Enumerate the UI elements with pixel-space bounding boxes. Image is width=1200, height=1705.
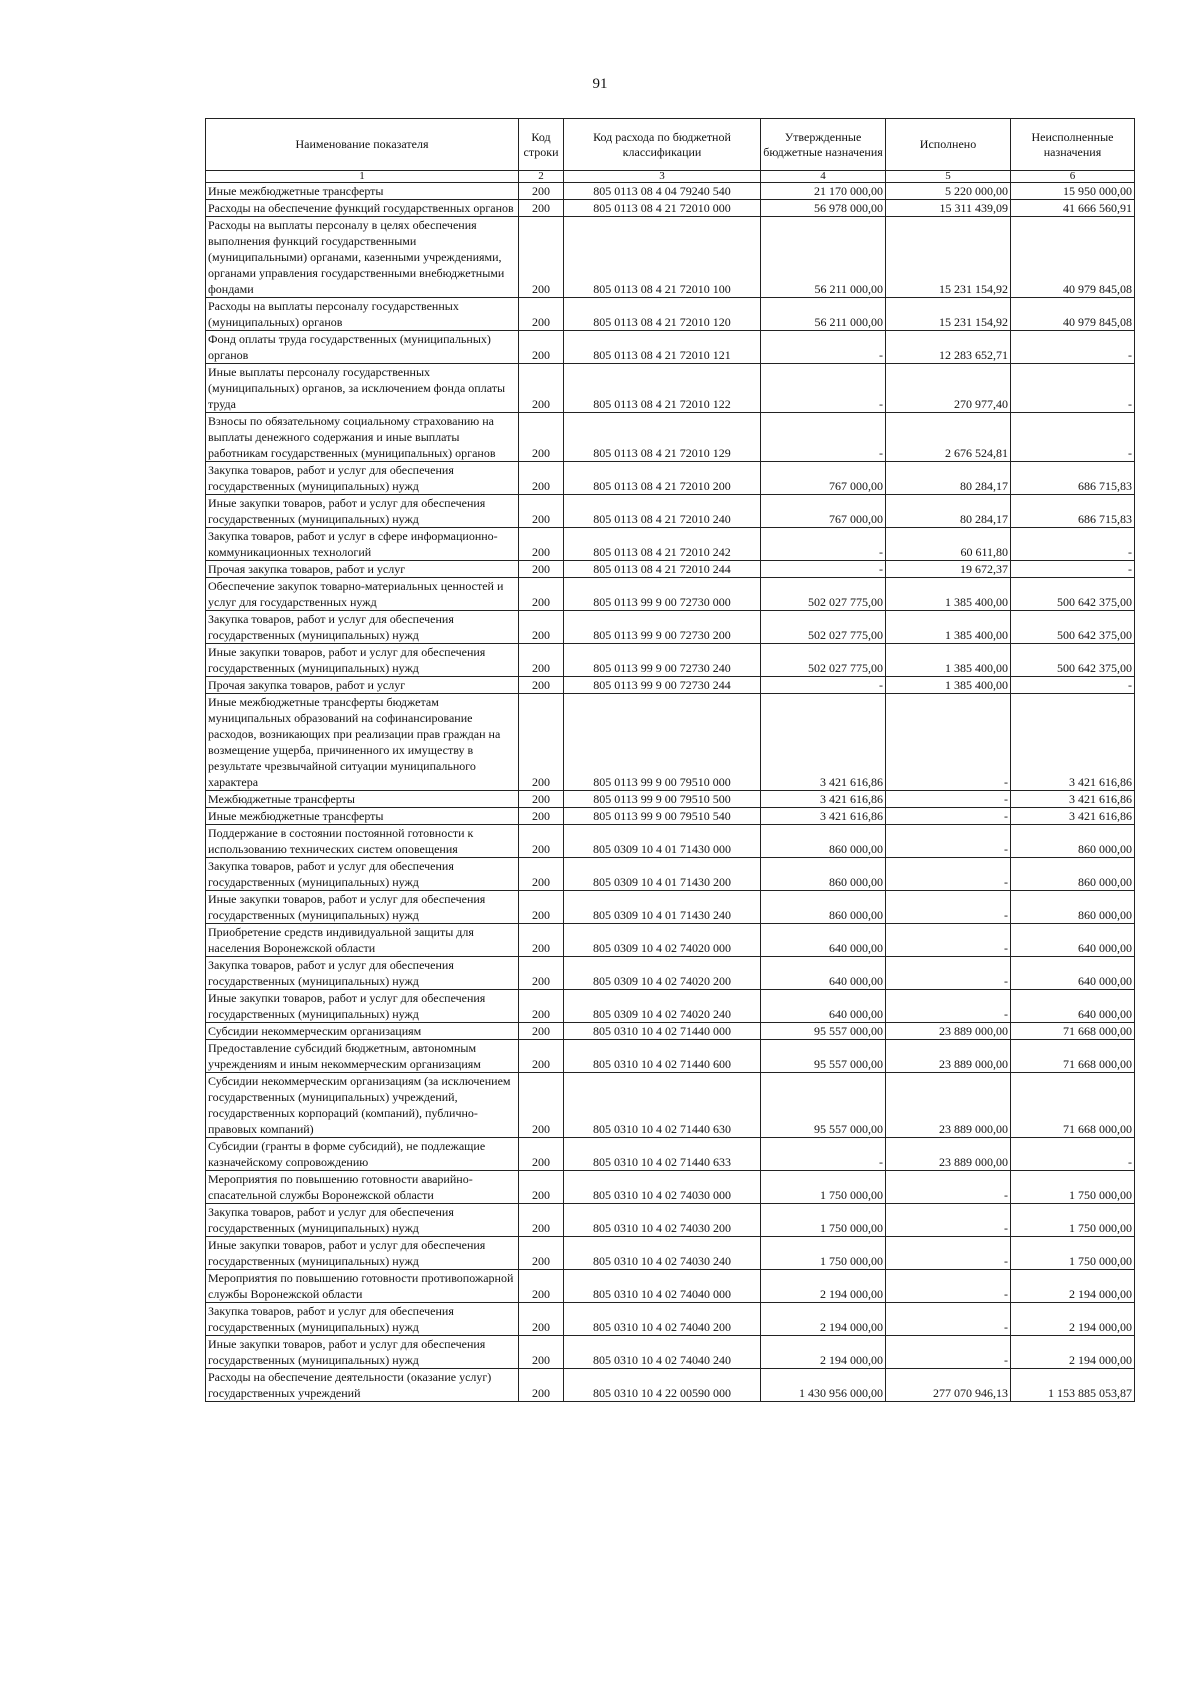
row-indicator-name: Иные закупки товаров, работ и услуг для обеспечения государственных (муниципальных) нужд [206, 891, 519, 924]
row-expense-code: 805 0113 99 9 00 79510 540 [564, 808, 761, 825]
row-line-code: 200 [519, 495, 564, 528]
row-expense-code: 805 0113 99 9 00 72730 240 [564, 644, 761, 677]
row-expense-code: 805 0113 08 4 21 72010 120 [564, 298, 761, 331]
row-unexecuted-amount: 500 642 375,00 [1011, 578, 1135, 611]
table-row [206, 1073, 1135, 1138]
row-executed-amount: 80 284,17 [886, 462, 1011, 495]
row-line-code: 200 [519, 924, 564, 957]
row-approved-amount: 3 421 616,86 [761, 808, 886, 825]
row-approved-amount: 502 027 775,00 [761, 611, 886, 644]
row-expense-code: 805 0309 10 4 02 74020 240 [564, 990, 761, 1023]
row-unexecuted-amount: 686 715,83 [1011, 462, 1135, 495]
row-unexecuted-amount: 2 194 000,00 [1011, 1336, 1135, 1369]
row-indicator-name: Фонд оплаты труда государственных (муниципальных) органов [206, 331, 519, 364]
row-indicator-name: Иные межбюджетные трансферты бюджетам муниципальных образований на софинансирование расходов, возникающих при реализации прав граждан на возмещение ущерба, причиненного их имуществу в результате чрезвычайной ситуации муниципального характера [206, 694, 519, 791]
row-approved-amount: - [761, 1138, 886, 1171]
table-row [206, 578, 1135, 611]
row-line-code: 200 [519, 1237, 564, 1270]
table-row [206, 1270, 1135, 1303]
row-line-code: 200 [519, 1270, 564, 1303]
row-unexecuted-amount: 860 000,00 [1011, 891, 1135, 924]
row-expense-code: 805 0309 10 4 01 71430 000 [564, 825, 761, 858]
row-indicator-name: Иные выплаты персоналу государственных (муниципальных) органов, за исключением фонда оплаты труда [206, 364, 519, 413]
row-line-code: 200 [519, 694, 564, 791]
row-line-code: 200 [519, 462, 564, 495]
row-approved-amount: 1 750 000,00 [761, 1204, 886, 1237]
table-row [206, 808, 1135, 825]
row-executed-amount: 23 889 000,00 [886, 1040, 1011, 1073]
row-unexecuted-amount: 41 666 560,91 [1011, 200, 1135, 217]
row-expense-code: 805 0310 10 4 02 74040 000 [564, 1270, 761, 1303]
row-indicator-name: Закупка товаров, работ и услуг для обеспечения государственных (муниципальных) нужд [206, 957, 519, 990]
row-line-code: 200 [519, 298, 564, 331]
row-executed-amount: - [886, 1237, 1011, 1270]
row-unexecuted-amount: 71 668 000,00 [1011, 1073, 1135, 1138]
row-executed-amount: 60 611,80 [886, 528, 1011, 561]
table-row [206, 1369, 1135, 1402]
row-line-code: 200 [519, 808, 564, 825]
row-expense-code: 805 0113 99 9 00 72730 000 [564, 578, 761, 611]
row-line-code: 200 [519, 1171, 564, 1204]
row-unexecuted-amount: 640 000,00 [1011, 957, 1135, 990]
row-expense-code: 805 0309 10 4 01 71430 200 [564, 858, 761, 891]
row-expense-code: 805 0113 08 4 21 72010 122 [564, 364, 761, 413]
row-indicator-name: Иные межбюджетные трансферты [206, 183, 519, 200]
row-approved-amount: 640 000,00 [761, 990, 886, 1023]
row-approved-amount: 2 194 000,00 [761, 1336, 886, 1369]
header-expense-code: Код расхода по бюджетной классификации [564, 119, 761, 171]
row-line-code: 200 [519, 677, 564, 694]
row-indicator-name: Расходы на выплаты персоналу в целях обеспечения выполнения функций государственными (муниципальными) органами, казенными учреждениями, органами управления государственными внебюджетными фондами [206, 217, 519, 298]
table-row [206, 528, 1135, 561]
row-expense-code: 805 0310 10 4 02 74030 200 [564, 1204, 761, 1237]
row-unexecuted-amount: 2 194 000,00 [1011, 1270, 1135, 1303]
row-indicator-name: Приобретение средств индивидуальной защиты для населения Воронежской области [206, 924, 519, 957]
row-approved-amount: - [761, 331, 886, 364]
table-row [206, 791, 1135, 808]
row-unexecuted-amount: - [1011, 561, 1135, 578]
table-row [206, 183, 1135, 200]
row-line-code: 200 [519, 217, 564, 298]
row-unexecuted-amount: 860 000,00 [1011, 825, 1135, 858]
row-line-code: 200 [519, 791, 564, 808]
table-row [206, 957, 1135, 990]
row-expense-code: 805 0113 08 4 21 72010 129 [564, 413, 761, 462]
row-indicator-name: Иные межбюджетные трансферты [206, 808, 519, 825]
row-indicator-name: Расходы на выплаты персоналу государственных (муниципальных) органов [206, 298, 519, 331]
row-line-code: 200 [519, 1073, 564, 1138]
table-row [206, 644, 1135, 677]
row-executed-amount: 23 889 000,00 [886, 1073, 1011, 1138]
table-row [206, 825, 1135, 858]
row-unexecuted-amount: 71 668 000,00 [1011, 1023, 1135, 1040]
row-executed-amount: 19 672,37 [886, 561, 1011, 578]
table-row [206, 990, 1135, 1023]
row-approved-amount: 860 000,00 [761, 891, 886, 924]
row-executed-amount: 80 284,17 [886, 495, 1011, 528]
row-approved-amount: 2 194 000,00 [761, 1270, 886, 1303]
row-line-code: 200 [519, 1303, 564, 1336]
row-executed-amount: - [886, 1270, 1011, 1303]
table-row [206, 1040, 1135, 1073]
table-header-row [206, 119, 1135, 171]
row-executed-amount: 23 889 000,00 [886, 1023, 1011, 1040]
row-executed-amount: 270 977,40 [886, 364, 1011, 413]
row-unexecuted-amount: 500 642 375,00 [1011, 644, 1135, 677]
row-line-code: 200 [519, 990, 564, 1023]
row-expense-code: 805 0309 10 4 02 74020 000 [564, 924, 761, 957]
row-approved-amount: 95 557 000,00 [761, 1073, 886, 1138]
row-line-code: 200 [519, 413, 564, 462]
row-expense-code: 805 0310 10 4 22 00590 000 [564, 1369, 761, 1402]
row-executed-amount: 15 311 439,09 [886, 200, 1011, 217]
table-row [206, 1237, 1135, 1270]
row-approved-amount: 767 000,00 [761, 495, 886, 528]
row-executed-amount: - [886, 1171, 1011, 1204]
row-line-code: 200 [519, 183, 564, 200]
row-executed-amount: 1 385 400,00 [886, 677, 1011, 694]
table-row [206, 413, 1135, 462]
row-executed-amount: 1 385 400,00 [886, 611, 1011, 644]
row-unexecuted-amount: 1 750 000,00 [1011, 1237, 1135, 1270]
row-line-code: 200 [519, 1023, 564, 1040]
row-expense-code: 805 0310 10 4 02 71440 630 [564, 1073, 761, 1138]
column-number: 1 [206, 171, 519, 183]
row-approved-amount: 3 421 616,86 [761, 694, 886, 791]
column-number: 3 [564, 171, 761, 183]
row-line-code: 200 [519, 611, 564, 644]
row-indicator-name: Закупка товаров, работ и услуг в сфере информационно-коммуникационных технологий [206, 528, 519, 561]
row-indicator-name: Обеспечение закупок товарно-материальных ценностей и услуг для государственных нужд [206, 578, 519, 611]
row-indicator-name: Расходы на обеспечение деятельности (оказание услуг) государственных учреждений [206, 1369, 519, 1402]
row-unexecuted-amount: - [1011, 331, 1135, 364]
row-approved-amount: 1 430 956 000,00 [761, 1369, 886, 1402]
row-approved-amount: 2 194 000,00 [761, 1303, 886, 1336]
row-unexecuted-amount: 71 668 000,00 [1011, 1040, 1135, 1073]
table-row [206, 694, 1135, 791]
table-row [206, 298, 1135, 331]
row-indicator-name: Субсидии некоммерческим организациям (за исключением государственных (муниципальных) учреждений, государственных корпораций (компаний), публично-правовых компаний) [206, 1073, 519, 1138]
row-executed-amount: 15 231 154,92 [886, 217, 1011, 298]
row-expense-code: 805 0113 08 4 21 72010 100 [564, 217, 761, 298]
header-indicator-name: Наименование показателя [206, 119, 519, 171]
row-line-code: 200 [519, 957, 564, 990]
row-approved-amount: 95 557 000,00 [761, 1040, 886, 1073]
row-line-code: 200 [519, 561, 564, 578]
row-expense-code: 805 0310 10 4 02 74030 000 [564, 1171, 761, 1204]
row-indicator-name: Иные закупки товаров, работ и услуг для обеспечения государственных (муниципальных) нужд [206, 1237, 519, 1270]
row-executed-amount: - [886, 694, 1011, 791]
table-row [206, 561, 1135, 578]
row-expense-code: 805 0113 08 4 04 79240 540 [564, 183, 761, 200]
row-unexecuted-amount: - [1011, 677, 1135, 694]
row-unexecuted-amount: 1 750 000,00 [1011, 1204, 1135, 1237]
row-approved-amount: 3 421 616,86 [761, 791, 886, 808]
row-expense-code: 805 0113 99 9 00 79510 500 [564, 791, 761, 808]
row-indicator-name: Взносы по обязательному социальному страхованию на выплаты денежного содержания и иные выплаты работникам государственных (муниципальных) органов [206, 413, 519, 462]
row-executed-amount: 15 231 154,92 [886, 298, 1011, 331]
row-line-code: 200 [519, 1040, 564, 1073]
column-number-row [206, 171, 1135, 183]
row-executed-amount: - [886, 891, 1011, 924]
row-line-code: 200 [519, 1336, 564, 1369]
row-approved-amount: - [761, 364, 886, 413]
row-line-code: 200 [519, 331, 564, 364]
row-line-code: 200 [519, 825, 564, 858]
row-executed-amount: - [886, 825, 1011, 858]
row-approved-amount: 1 750 000,00 [761, 1171, 886, 1204]
column-number: 6 [1011, 171, 1135, 183]
row-executed-amount: - [886, 1336, 1011, 1369]
row-unexecuted-amount: 15 950 000,00 [1011, 183, 1135, 200]
row-approved-amount: 502 027 775,00 [761, 578, 886, 611]
row-executed-amount: - [886, 1303, 1011, 1336]
row-indicator-name: Закупка товаров, работ и услуг для обеспечения государственных (муниципальных) нужд [206, 858, 519, 891]
row-line-code: 200 [519, 1138, 564, 1171]
row-indicator-name: Закупка товаров, работ и услуг для обеспечения государственных (муниципальных) нужд [206, 611, 519, 644]
table-row [206, 1204, 1135, 1237]
table-row [206, 495, 1135, 528]
row-approved-amount: 1 750 000,00 [761, 1237, 886, 1270]
row-unexecuted-amount: 40 979 845,08 [1011, 298, 1135, 331]
row-indicator-name: Субсидии некоммерческим организациям [206, 1023, 519, 1040]
row-approved-amount: 767 000,00 [761, 462, 886, 495]
table-row [206, 331, 1135, 364]
row-indicator-name: Мероприятия по повышению готовности противопожарной службы Воронежской области [206, 1270, 519, 1303]
row-line-code: 200 [519, 200, 564, 217]
row-approved-amount: - [761, 528, 886, 561]
row-executed-amount: - [886, 924, 1011, 957]
row-executed-amount: 5 220 000,00 [886, 183, 1011, 200]
table-row [206, 364, 1135, 413]
row-expense-code: 805 0113 99 9 00 72730 244 [564, 677, 761, 694]
table-row [206, 1336, 1135, 1369]
row-unexecuted-amount: - [1011, 528, 1135, 561]
row-expense-code: 805 0113 08 4 21 72010 242 [564, 528, 761, 561]
row-expense-code: 805 0309 10 4 01 71430 240 [564, 891, 761, 924]
row-executed-amount: - [886, 808, 1011, 825]
row-executed-amount: 23 889 000,00 [886, 1138, 1011, 1171]
row-expense-code: 805 0310 10 4 02 74030 240 [564, 1237, 761, 1270]
row-unexecuted-amount: 2 194 000,00 [1011, 1303, 1135, 1336]
row-unexecuted-amount: 40 979 845,08 [1011, 217, 1135, 298]
row-unexecuted-amount: 1 153 885 053,87 [1011, 1369, 1135, 1402]
row-approved-amount: 21 170 000,00 [761, 183, 886, 200]
row-unexecuted-amount: 3 421 616,86 [1011, 694, 1135, 791]
row-indicator-name: Закупка товаров, работ и услуг для обеспечения государственных (муниципальных) нужд [206, 1204, 519, 1237]
row-approved-amount: 640 000,00 [761, 924, 886, 957]
row-expense-code: 805 0113 08 4 21 72010 244 [564, 561, 761, 578]
row-approved-amount: 860 000,00 [761, 825, 886, 858]
row-executed-amount: - [886, 990, 1011, 1023]
row-executed-amount: 1 385 400,00 [886, 578, 1011, 611]
table-row [206, 200, 1135, 217]
row-indicator-name: Расходы на обеспечение функций государственных органов [206, 200, 519, 217]
table-row [206, 677, 1135, 694]
table-row [206, 611, 1135, 644]
header-approved: Утвержденные бюджетные назначения [761, 119, 886, 171]
row-expense-code: 805 0113 99 9 00 79510 000 [564, 694, 761, 791]
row-unexecuted-amount: - [1011, 364, 1135, 413]
row-expense-code: 805 0310 10 4 02 71440 000 [564, 1023, 761, 1040]
row-unexecuted-amount: 686 715,83 [1011, 495, 1135, 528]
row-unexecuted-amount: 3 421 616,86 [1011, 808, 1135, 825]
row-approved-amount: 860 000,00 [761, 858, 886, 891]
column-number: 4 [761, 171, 886, 183]
row-unexecuted-amount: 3 421 616,86 [1011, 791, 1135, 808]
table-row [206, 1303, 1135, 1336]
row-line-code: 200 [519, 858, 564, 891]
row-line-code: 200 [519, 1369, 564, 1402]
row-indicator-name: Закупка товаров, работ и услуг для обеспечения государственных (муниципальных) нужд [206, 1303, 519, 1336]
table-row [206, 1023, 1135, 1040]
row-expense-code: 805 0310 10 4 02 74040 240 [564, 1336, 761, 1369]
row-expense-code: 805 0113 08 4 21 72010 240 [564, 495, 761, 528]
row-executed-amount: 2 676 524,81 [886, 413, 1011, 462]
row-unexecuted-amount: - [1011, 1138, 1135, 1171]
table-row [206, 217, 1135, 298]
row-executed-amount: 1 385 400,00 [886, 644, 1011, 677]
header-unexecuted: Неисполненные назначения [1011, 119, 1135, 171]
row-approved-amount: 95 557 000,00 [761, 1023, 886, 1040]
row-line-code: 200 [519, 1204, 564, 1237]
row-unexecuted-amount: 860 000,00 [1011, 858, 1135, 891]
row-indicator-name: Предоставление субсидий бюджетным, автономным учреждениям и иным некоммерческим организациям [206, 1040, 519, 1073]
row-approved-amount: 502 027 775,00 [761, 644, 886, 677]
row-expense-code: 805 0310 10 4 02 74040 200 [564, 1303, 761, 1336]
row-unexecuted-amount: 640 000,00 [1011, 924, 1135, 957]
table-row [206, 1138, 1135, 1171]
row-indicator-name: Субсидии (гранты в форме субсидий), не подлежащие казначейскому сопровождению [206, 1138, 519, 1171]
row-expense-code: 805 0310 10 4 02 71440 600 [564, 1040, 761, 1073]
row-expense-code: 805 0113 08 4 21 72010 121 [564, 331, 761, 364]
row-expense-code: 805 0310 10 4 02 71440 633 [564, 1138, 761, 1171]
column-number: 5 [886, 171, 1011, 183]
row-approved-amount: - [761, 677, 886, 694]
table-row [206, 858, 1135, 891]
row-indicator-name: Поддержание в состоянии постоянной готовности к использованию технических систем оповещения [206, 825, 519, 858]
row-indicator-name: Прочая закупка товаров, работ и услуг [206, 677, 519, 694]
row-line-code: 200 [519, 528, 564, 561]
header-line-code: Код строки [519, 119, 564, 171]
row-indicator-name: Закупка товаров, работ и услуг для обеспечения государственных (муниципальных) нужд [206, 462, 519, 495]
column-number: 2 [519, 171, 564, 183]
table-row [206, 924, 1135, 957]
row-indicator-name: Иные закупки товаров, работ и услуг для обеспечения государственных (муниципальных) нужд [206, 1336, 519, 1369]
row-executed-amount: - [886, 791, 1011, 808]
row-line-code: 200 [519, 364, 564, 413]
row-indicator-name: Мероприятия по повышению готовности аварийно-спасательной службы Воронежской области [206, 1171, 519, 1204]
row-executed-amount: 277 070 946,13 [886, 1369, 1011, 1402]
table-row [206, 891, 1135, 924]
row-unexecuted-amount: 640 000,00 [1011, 990, 1135, 1023]
table-row [206, 462, 1135, 495]
row-line-code: 200 [519, 891, 564, 924]
budget-execution-table [205, 118, 1135, 1402]
row-approved-amount: 640 000,00 [761, 957, 886, 990]
row-executed-amount: - [886, 1204, 1011, 1237]
row-expense-code: 805 0113 99 9 00 72730 200 [564, 611, 761, 644]
row-indicator-name: Иные закупки товаров, работ и услуг для обеспечения государственных (муниципальных) нужд [206, 495, 519, 528]
row-expense-code: 805 0309 10 4 02 74020 200 [564, 957, 761, 990]
row-executed-amount: - [886, 957, 1011, 990]
row-unexecuted-amount: - [1011, 413, 1135, 462]
row-approved-amount: 56 978 000,00 [761, 200, 886, 217]
row-expense-code: 805 0113 08 4 21 72010 000 [564, 200, 761, 217]
page-number: 91 [592, 76, 608, 92]
header-executed: Исполнено [886, 119, 1011, 171]
row-indicator-name: Иные закупки товаров, работ и услуг для обеспечения государственных (муниципальных) нужд [206, 990, 519, 1023]
table-body [206, 183, 1135, 1402]
row-line-code: 200 [519, 644, 564, 677]
table-row [206, 1171, 1135, 1204]
row-indicator-name: Межбюджетные трансферты [206, 791, 519, 808]
row-executed-amount: - [886, 858, 1011, 891]
row-indicator-name: Иные закупки товаров, работ и услуг для обеспечения государственных (муниципальных) нужд [206, 644, 519, 677]
row-approved-amount: - [761, 561, 886, 578]
row-executed-amount: 12 283 652,71 [886, 331, 1011, 364]
row-expense-code: 805 0113 08 4 21 72010 200 [564, 462, 761, 495]
row-indicator-name: Прочая закупка товаров, работ и услуг [206, 561, 519, 578]
row-unexecuted-amount: 1 750 000,00 [1011, 1171, 1135, 1204]
row-line-code: 200 [519, 578, 564, 611]
row-approved-amount: 56 211 000,00 [761, 298, 886, 331]
row-unexecuted-amount: 500 642 375,00 [1011, 611, 1135, 644]
row-approved-amount: - [761, 413, 886, 462]
row-approved-amount: 56 211 000,00 [761, 217, 886, 298]
